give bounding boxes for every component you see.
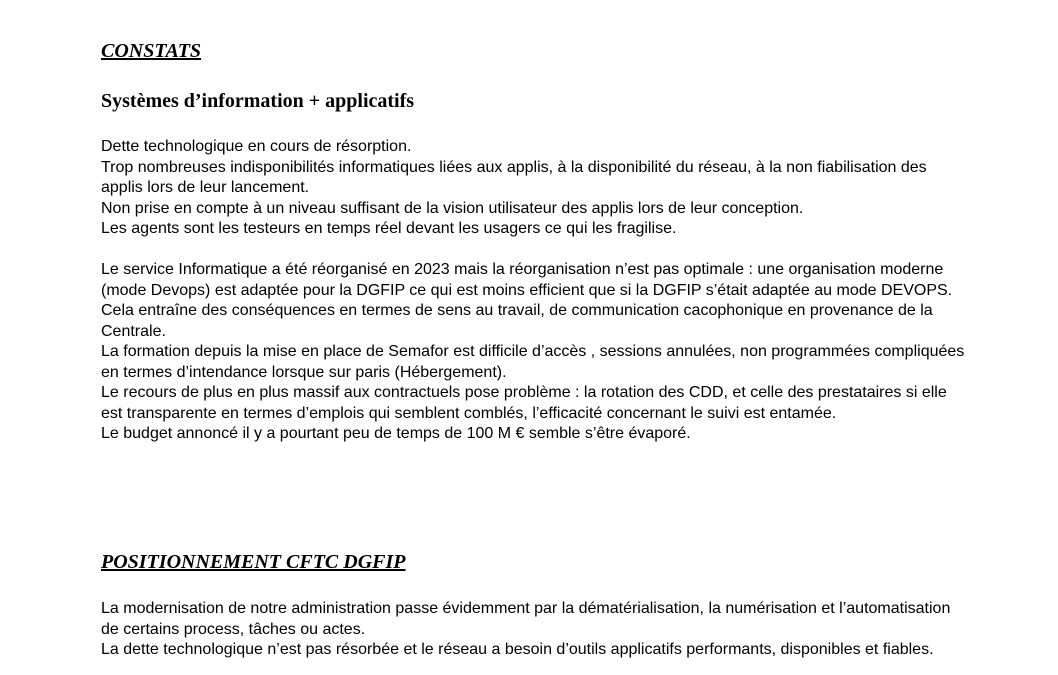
positionnement-paragraph-1 [101, 599, 971, 661]
constats-paragraph-2 [101, 260, 971, 445]
section-title-positionnement: POSITIONNEMENT CFTC DGFIP [101, 551, 406, 573]
text-line: La dette technologique n’est pas résorbée et le réseau a besoin d’outils applicatifs performants, disponibles et fiables. [101, 641, 934, 658]
text-line: Les agents sont les testeurs en temps réel devant les usagers ce qui les fragilise. [101, 220, 677, 237]
text-line: Le service Informatique a été réorganisé en 2023 mais la réorganisation n’est pas optimale : une organisation moderne (mode Devops) est adaptée pour la DGFIP ce qui est moins efficient que si la DGFIP s’était adaptée au mode DEVOPS. Cela entraîne des conséquences en termes de sens au travail, de communication cacophonique en provenance de la Centrale. [101, 261, 953, 340]
text-line: La modernisation de notre administration passe évidemment par la dématérialisation, la numérisation et l’automatisation de certains process, tâches ou actes. [101, 600, 951, 638]
text-line: Dette technologique en cours de résorption. [101, 138, 412, 155]
text-line: Non prise en compte à un niveau suffisant de la vision utilisateur des applis lors de leur conception. [101, 199, 804, 217]
text-line: Le recours de plus en plus massif aux contractuels pose problème : la rotation des CDD, et celle des prestataires si elle est transparente en termes d’emplois qui semblent comblés, l’efficacité concernant le suivi est entamée. [101, 384, 947, 422]
section-subtitle-systemes-information: Systèmes d’information + applicatifs [101, 90, 415, 112]
text-line: Trop nombreuses indisponibilités informatiques liées aux applis, à la disponibilité du réseau, à la non fiabilisation des applis lors de leur lancement. [101, 158, 927, 196]
text-line: Le budget annoncé il y a pourtant peu de temps de 100 M € semble s’être évaporé. [101, 425, 691, 442]
text-line: La formation depuis la mise en place de Semafor est difficile d’accès , sessions annulées, non programmées compliquées en termes d’intendance lorsque sur paris (Hébergement). [101, 343, 965, 381]
constats-paragraph-1 [101, 137, 971, 240]
section-title-constats: CONSTATS [101, 40, 202, 62]
